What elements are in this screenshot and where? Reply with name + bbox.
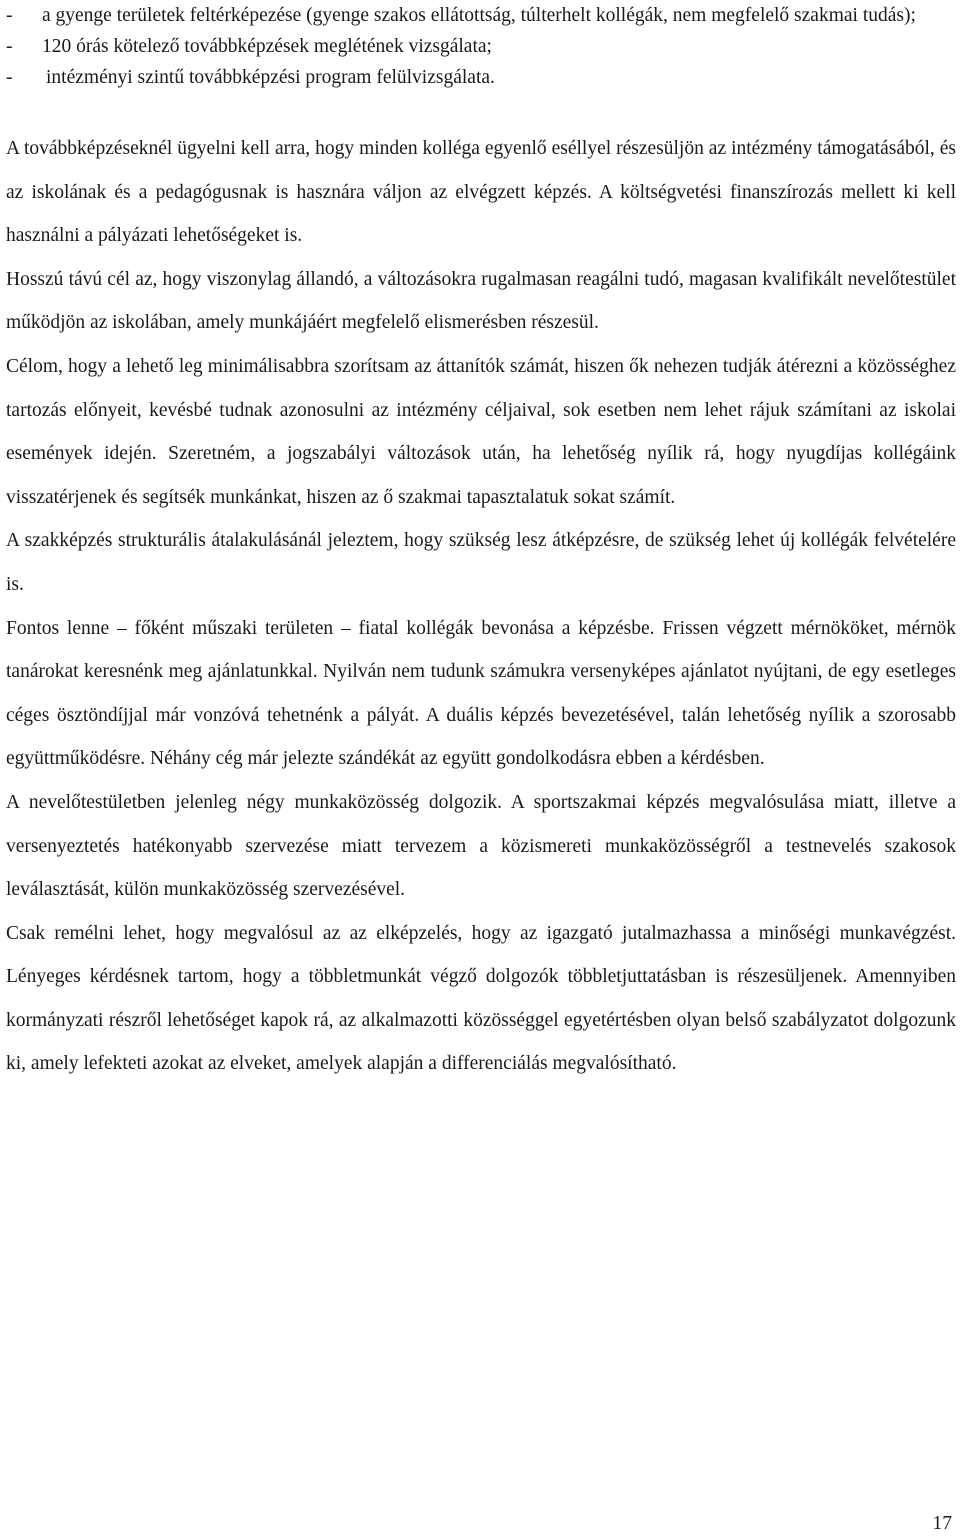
bullet-dash: - bbox=[6, 5, 13, 26]
bullet-item bbox=[6, 0, 956, 31]
paragraph: A nevelőtestületben jelenleg négy munkaközösség dolgozik. A sportszakmai képzés megvalósulása miatt, illetve a versenyeztetés hatékonyabb szervezése miatt tervezem a közismereti munkaközösségről a testnevelés szakosok leválasztását, külön munkaközösség szervezésével. bbox=[6, 791, 956, 901]
bullet-item bbox=[6, 62, 956, 93]
bullet-dash: - bbox=[6, 36, 13, 57]
bullet-item bbox=[6, 31, 956, 62]
paragraph: Fontos lenne – főként műszaki területen – fiatal kollégák bevonása a képzésbe. Frissen végzett mérnököket, mérnök tanárokat keresnénk meg ajánlatunkkal. Nyilván nem tudunk számukra versenyképes ajánlatot nyújtani, de egy esetleges céges ösztöndíjjal már vonzóvá tehetnénk a pályát. A duális képzés bevezetésével, talán lehetőség nyílik a szorosabb együttműködésre. Néhány cég már jelezte szándékát az együtt gondolkodásra ebben a kérdésben. bbox=[6, 617, 956, 770]
document-page bbox=[6, 0, 956, 1086]
bullet-text: 120 órás kötelező továbbképzések meglétének vizsgálata; bbox=[42, 36, 492, 57]
paragraph: A továbbképzéseknél ügyelni kell arra, hogy minden kolléga egyenlő eséllyel részesüljön az intézmény támogatásából, és az iskolának és a pedagógusnak is hasznára váljon az elvégzett képzés. A költségvetési finanszírozás mellett ki kell használni a pályázati lehetőségeket is. bbox=[6, 138, 956, 247]
paragraph: Célom, hogy a lehető leg minimálisabbra szorítsam az áttanítók számát, hiszen ők nehezen tudják átérezni a közösséghez tartozás előnyeit, kevésbé tudnak azonosulni az intézmény céljaival, sok esetben nem lehet rájuk számítani az iskolai események idején. Szeretném, a jogszabályi változások után, ha lehetőség nyílik rá, hogy nyugdíjas kollégáink visszatérjenek és segítsék munkánkat, hiszen az ő szakmai tapasztalatuk sokat számít. bbox=[6, 355, 956, 508]
bullet-list bbox=[6, 0, 956, 93]
paragraph: Hosszú távú cél az, hogy viszonylag állandó, a változásokra rugalmasan reagálni tudó, magasan kvalifikált nevelőtestület működjön az iskolában, amely munkájáért megfelelő elismerésben részesül. bbox=[6, 268, 956, 334]
paragraph: Csak remélni lehet, hogy megvalósul az az elképzelés, hogy az igazgató jutalmazhassa a minőségi munkavégzést. Lényeges kérdésnek tartom, hogy a többletmunkát végző dolgozók többletjuttatásban is részesüljenek. Amennyiben kormányzati részről lehetőséget kapok rá, az alkalmazotti közösséggel egyetértésben olyan belső szabályzatot dolgozunk ki, amely lefekteti azokat az elveket, amelyek alapján a differenciálás megvalósítható. bbox=[6, 922, 956, 1075]
bullet-dash: - bbox=[6, 67, 13, 88]
bullet-text: intézményi szintű továbbképzési program felülvizsgálata. bbox=[46, 67, 495, 88]
paragraph: A szakképzés strukturális átalakulásánál jeleztem, hogy szükség lesz átképzésre, de szükség lehet új kollégák felvételére is. bbox=[6, 530, 956, 595]
page-number: 17 bbox=[932, 1513, 952, 1534]
bullet-text: a gyenge területek feltérképezése (gyenge szakos ellátottság, túlterhelt kollégák, nem megfelelő szakmai tudás); bbox=[42, 5, 916, 26]
